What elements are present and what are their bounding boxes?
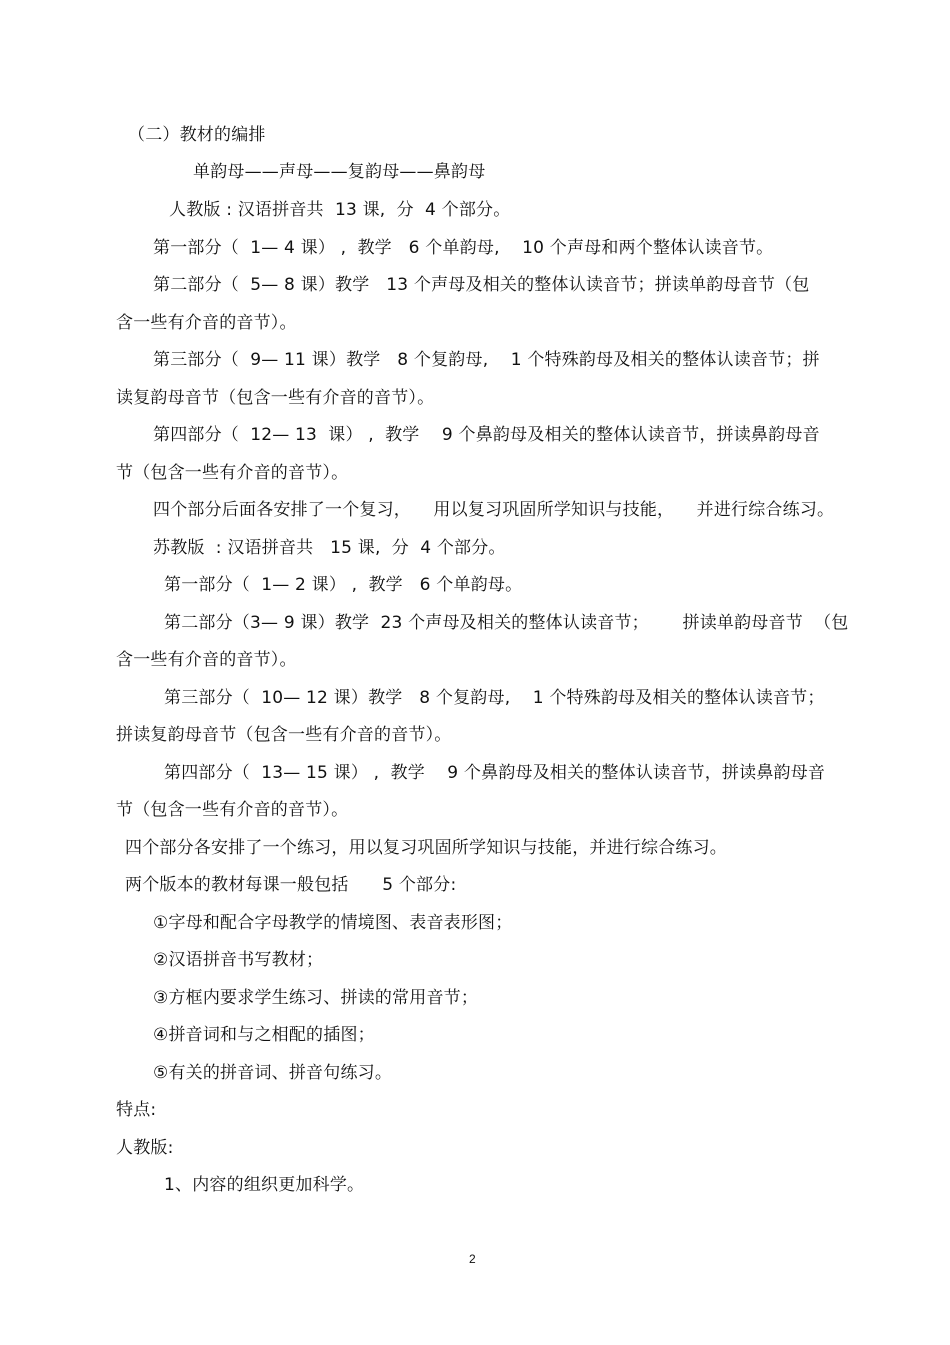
renjiao-part2-line2: 含一些有介音的音节）。 (116, 313, 297, 333)
components-intro: 两个版本的教材每课一般包括 5 个部分: (125, 875, 457, 895)
sujiao-intro: 苏教版 : 汉语拼音共 15 课, 分 4 个部分。 (153, 538, 506, 558)
sujiao-part2-line1: 第二部分（3— 9 课）教学 23 个声母及相关的整体认读音节； 拼读单韵母音节 （包 (164, 613, 849, 633)
sujiao-practice: 四个部分各安排了一个练习，用以复习巩固所学知识与技能，并进行综合练习。 (125, 838, 727, 858)
phonics-sequence: 单韵母——声母——复韵母——鼻韵母 (193, 162, 486, 182)
sujiao-part4-line2: 节（包含一些有介音的音节）。 (116, 800, 349, 820)
component-item-4: ④拼音词和与之相配的插图； (153, 1025, 375, 1045)
sujiao-part3-line2: 拼读复韵母音节（包含一些有介音的音节）。 (116, 725, 452, 745)
sujiao-part4-line1: 第四部分（ 13— 15 课） , 教学 9 个鼻韵母及相关的整体认读音节，拼读鼻韵母音 (164, 763, 826, 783)
renjiao-part4-line1: 第四部分（ 12— 13 课） , 教学 9 个鼻韵母及相关的整体认读音节，拼读鼻韵母音 (153, 425, 820, 445)
component-item-3: ③方框内要求学生练习、拼读的常用音节； (153, 988, 479, 1008)
renjiao-part4-line2: 节（包含一些有介音的音节）。 (116, 463, 349, 483)
renjiao-part1: 第一部分（ 1— 4 课） , 教学 6 个单韵母, 10 个声母和两个整体认读音节。 (153, 238, 774, 258)
renjiao-intro: 人教版 : 汉语拼音共 13 课, 分 4 个部分。 (169, 200, 511, 220)
renjiao-part2-line1: 第二部分（ 5— 8 课）教学 13 个声母及相关的整体认读音节；拼读单韵母音节（包 (153, 275, 810, 295)
features-renjiao-label: 人教版: (116, 1138, 174, 1158)
component-item-1: ①字母和配合字母教学的情境图、表音表形图； (153, 913, 513, 933)
component-item-2: ②汉语拼音书写教材； (153, 950, 324, 970)
page-number: 2 (469, 1252, 476, 1266)
features-point-1: 1、内容的组织更加科学。 (164, 1175, 365, 1195)
renjiao-part3-line1: 第三部分（ 9— 11 课）教学 8 个复韵母, 1 个特殊韵母及相关的整体认读音节；拼 (153, 350, 820, 370)
renjiao-review: 四个部分后面各安排了一个复习， 用以复习巩固所学知识与技能， 并进行综合练习。 (153, 500, 835, 520)
component-item-5: ⑤有关的拼音词、拼音句练习。 (153, 1063, 393, 1083)
sujiao-part3-line1: 第三部分（ 10— 12 课）教学 8 个复韵母, 1 个特殊韵母及相关的整体认读音节； (164, 688, 825, 708)
sujiao-part2-line2: 含一些有介音的音节）。 (116, 650, 297, 670)
sujiao-part1: 第一部分（ 1— 2 课） , 教学 6 个单韵母。 (164, 575, 523, 595)
renjiao-part3-line2: 读复韵母音节（包含一些有介音的音节）。 (116, 388, 435, 408)
features-heading: 特点: (116, 1100, 157, 1120)
section-heading: （二）教材的编排 (128, 125, 266, 145)
